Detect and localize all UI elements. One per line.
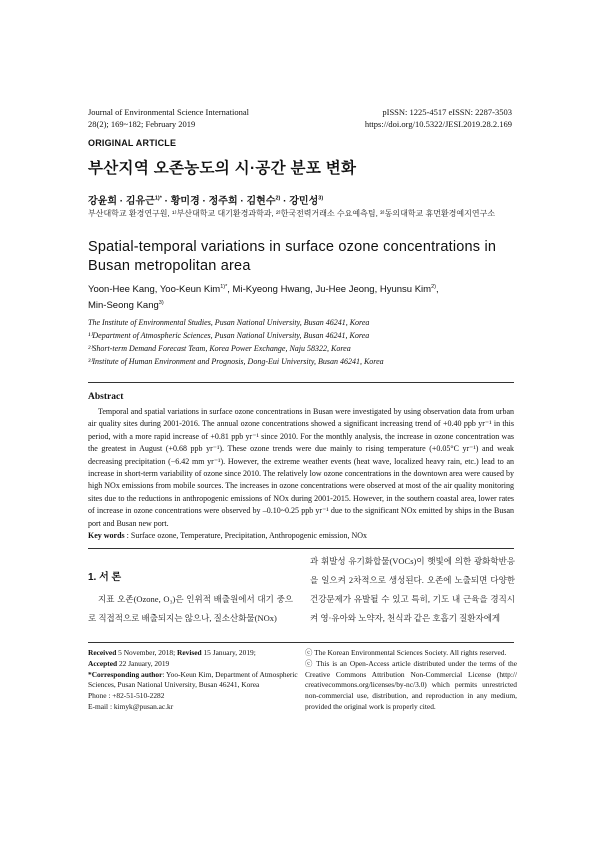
doi-link[interactable]: https://doi.org/10.5322/JESI.2019.28.2.169: [364, 119, 512, 129]
keywords-text: : Surface ozone, Temperature, Precipitation, Anthropogenic emission, NOx: [124, 531, 368, 540]
english-title: Spatial-temporal variations in surface ozone concentrations in Busan metropolitan area: [88, 239, 497, 274]
copyright-notice: ⓒ The Korean Environmental Sciences Society. All rights reserved.: [305, 648, 507, 657]
footnote-rule: [88, 642, 514, 643]
issn: pISSN: 1225-4517 eISSN: 2287-3503: [382, 107, 512, 117]
abstract-bottom-rule: [88, 548, 514, 549]
intro-right-column: 과 휘발성 유기화합물(VOCs)이 햇빛에 의한 광화학반응을 일으켜 2차적으로 생성된다. 오존에 노출되면 다양한 건강문제가 유발될 수 있고 특히, 기도 내 근육을 경직시켜 영·유아와 노약자, 천식과 같은 호흡기 질환자에게: [310, 556, 515, 623]
abstract-text: Temporal and spatial variations in surface ozone concentrations in Busan were investigated by using observation data from urban air quality sites during 2001-2016. The annual ozone concentrations showed a significant increasing trend of +0.40 ppb yr⁻¹ in this period, with a more rapid increase of +0.81 ppb yr⁻¹ since 2010. For the monthly analysis, the increase in ozone concentration was the greatest in August (+0.68 ppb yr⁻¹). These ozone trends were due mainly to rising temperature (+0.05°C yr⁻¹) and weak decreasing precipitation (−6.42 mm yr⁻¹). However, the extreme weather events (heat wave, localized heavy rain, etc.) lead to an increase in short-term variability of ozone since 2010. The relatively low ozone concentrations in the downtown area were caused by high NOx emissions from mobile sources. The increases in ozone concentrations were observed at most of the air quality monitoring sites due to the reductions in anthropogenic emissions of NOx during 2001-2015. However, in the southern coastal area, lower rates of increase in ozone concentrations were observed by –0.10~0.25 ppb yr⁻¹ due to the significant NOx emitted by ships in the Busan port and Busan new port.: [88, 407, 514, 528]
received-line: Received 5 November, 2018; Revised 15 January, 2019;: [88, 648, 256, 657]
english-authors: Yoon-Hee Kang, Yoo-Keun Kim$^{1)*}$, Mi-Kyeong Hwang, Ju-Hee Jeong, Hyunsu Kim$^{2)}$, Min-Seong Kang$^{3)}$: [88, 283, 439, 311]
journal-citation: [88, 106, 249, 130]
email[interactable]: E-mail : kimyk@pusan.ac.kr: [88, 701, 174, 711]
keywords-label: Key words: [88, 531, 125, 540]
affiliation-line: The Institute of Environmental Studies, Pusan National University, Busan 46241, Korea: [88, 318, 370, 327]
license-notice: ⓒ This is an Open-Access article distributed under the terms of the Creative Commons Attribution Non-Commercial License (http:// creativecommons.org/licenses/by-nc/3.0) which permits unrestricted non-commercial use, distribution, and reproduction in any medium, provided the original work is properly cited.: [305, 658, 517, 711]
footnote-left: [88, 648, 298, 713]
affiliation-line: ³⁾Institute of Human Environment and Prognosis, Dong-Eui University, Busan 46241, Korea: [88, 357, 384, 366]
phone: Phone : +82-51-510-2282: [88, 691, 165, 701]
journal-volume: 28(2); 169~182; February 2019: [88, 119, 196, 129]
abstract-top-rule: [88, 382, 514, 383]
abstract-heading: Abstract: [88, 392, 124, 402]
affiliation-line: ²⁾Short-term Demand Forecast Team, Korea Power Exchange, Naju 58322, Korea: [88, 344, 351, 353]
accepted-line: Accepted 22 January, 2019: [88, 658, 170, 668]
korean-title: 부산지역 오존농도의 시·공간 분포 변화: [88, 160, 357, 177]
keywords: [88, 531, 514, 540]
journal-name: Journal of Environmental Science International: [88, 107, 249, 117]
intro-left-column: 지표 오존(Ozone, O₃)은 인위적 배출원에서 대기 중으로 직접적으로 배출되지는 않으나, 질소산화물(NOx): [88, 594, 293, 623]
journal-identifiers: [365, 106, 512, 130]
article-type: ORIGINAL ARTICLE: [88, 138, 177, 148]
intro-heading: 1. 서 론: [88, 572, 122, 583]
korean-affiliations: 부산대학교 환경연구원, ¹⁾부산대학교 대기환경과학과, ²⁾한국전력거래소 수요예측팀, ³⁾동의대학교 휴먼환경예지연구소: [88, 209, 496, 218]
corresponding-author: *Corresponding author: Yoo-Keun Kim, Department of Atmospheric Sciences, Pusan National University, Busan 46241, Korea: [88, 669, 298, 690]
footnote-right: [305, 648, 517, 713]
korean-authors: 강윤희 · 김유근$^{1)*}$ · 황미경 · 정주희 · 김현수$^{2)}$ · 강민성$^{3)}$: [88, 195, 324, 207]
english-affiliations: [88, 316, 518, 368]
affiliation-line: ¹⁾Department of Atmospheric Sciences, Pusan National University, Busan 46241, Korea: [88, 331, 370, 340]
